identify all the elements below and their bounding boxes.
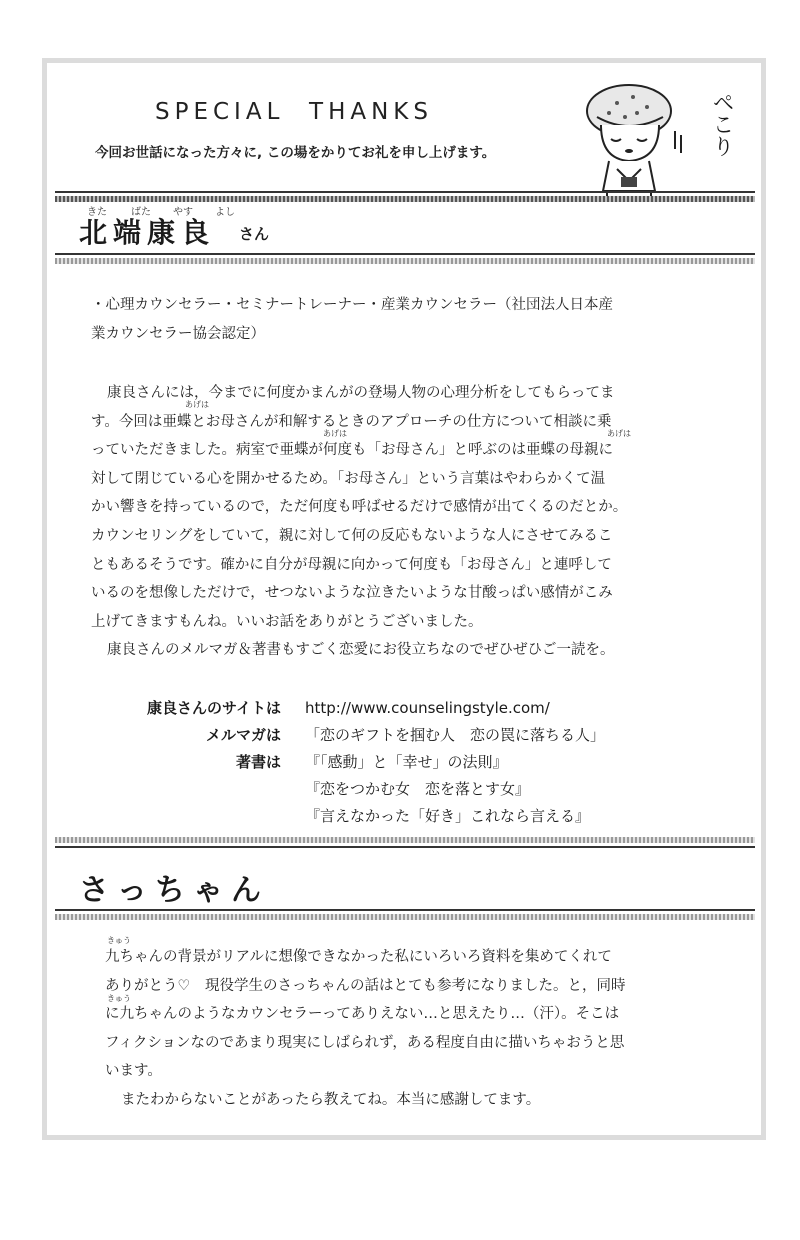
info-row — [47, 776, 761, 803]
body-line: ともあるそうです。確かに自分が母親に向かって何度も「お母さん」と連呼して — [91, 556, 612, 573]
ruby-yoshi: よし — [215, 207, 235, 218]
ruby-ageha: あげは — [323, 429, 347, 438]
body-line: カウンセリングをしていて，親に対して何の反応もないような人にさせてみるこ — [91, 527, 613, 544]
ruby-kyu: きゅう — [107, 994, 131, 1003]
page-frame — [42, 58, 766, 1140]
body-line: 康良さんのメルマガ＆著書もすごく恋愛にお役立ちなのでぜひぜひご一読を。 — [107, 642, 615, 659]
section1-body — [91, 379, 759, 665]
info-label: 康良さんのサイトは — [147, 699, 281, 717]
header-subtitle: 今回お世話になった方々に, この場をかりてお礼を申し上げます。 — [95, 145, 496, 161]
ruby-ageha: あげは — [607, 429, 631, 438]
section1-role-text — [91, 291, 741, 348]
body-line: フィクションなのであまり現実にしばられず，ある程度自由に描いちゃおうと思 — [105, 1034, 625, 1051]
info-value: 『恋をつかむ女 恋を落とす女』 — [305, 780, 531, 798]
section-divider — [55, 909, 755, 920]
body-line: またわからないことがあったら教えてね。本当に感謝してます。 — [121, 1091, 541, 1108]
info-table — [47, 695, 761, 830]
header-title: SPECIAL THANKS — [155, 99, 433, 125]
body-line: いるのを想像しただけで，せつないような泣きたいような甘酸っぱい感情がこみ — [91, 585, 613, 602]
mascot-bow-caption: ペこり — [709, 91, 734, 157]
ruby-bata: ばた — [131, 207, 151, 218]
section1-name-suffix: さん — [239, 225, 270, 243]
ruby-yasu: やす — [173, 207, 193, 218]
info-row — [47, 695, 761, 722]
body-line: 康良さんには，今までに何度かまんがの登場人物の心理分析をしてもらってま — [107, 385, 615, 401]
page-content — [47, 63, 761, 1135]
section2-body — [105, 943, 761, 1115]
section1-name: 北端康良 — [79, 216, 216, 249]
info-value: 『「感動」と「幸せ」の法則』 — [305, 753, 508, 771]
body-line: 九ちゃんの背景がリアルに想像できなかった私にいろいろ資料を集めてくれて — [105, 949, 612, 965]
ruby-ageha: あげは — [185, 400, 209, 409]
info-row — [47, 749, 761, 776]
body-line: かい響きを持っているので，ただ何度も呼ばせるだけで感情が出てくるのだとか。 — [91, 499, 628, 516]
site-url-link[interactable]: http://www.counselingstyle.com/ — [305, 699, 550, 717]
info-row — [47, 722, 761, 749]
body-line: す。今回は亜蝶とお母さんが和解するときのアプローチの仕方について相談に乗 — [91, 413, 612, 430]
info-value: 『言えなかった「好き」これなら言える』 — [305, 807, 591, 825]
body-line: います。 — [105, 1063, 162, 1080]
role-line: 業カウンセラー協会認定） — [91, 325, 265, 342]
info-row — [47, 803, 761, 830]
section-divider — [55, 837, 755, 851]
body-line: 上げてきますもんね。いいお話をありがとうございました。 — [91, 613, 483, 630]
bowing-mascot-illustration — [567, 77, 747, 207]
body-line: に九ちゃんのようなカウンセラーってありえない…と思えたり…（汗）。そこは — [105, 1006, 620, 1023]
ruby-kyu: きゅう — [107, 936, 131, 945]
role-line: ・心理カウンセラー・セミナートレーナー・産業カウンセラー（社団法人日本産 — [91, 297, 613, 313]
info-label: 著書は — [235, 753, 281, 771]
body-line: 対して閉じている心を開かせるため。「お母さん」という言葉はやわらかくて温 — [91, 470, 606, 487]
section-divider — [55, 191, 755, 202]
body-line: っていただきました。病室で亜蝶が何度も「お母さん」と呼ぶのは亜蝶の母親に — [91, 442, 613, 459]
info-value: 「恋のギフトを掴む人 恋の罠に落ちる人」 — [305, 726, 606, 744]
section2-name: さっちゃん — [79, 873, 269, 908]
ruby-kita: きた — [87, 207, 107, 218]
info-label: メルマガは — [205, 726, 281, 744]
body-line: ありがとう♡ 現役学生のさっちゃんの話はとても参考になりました。と，同時 — [105, 977, 626, 994]
section-divider — [55, 253, 755, 264]
